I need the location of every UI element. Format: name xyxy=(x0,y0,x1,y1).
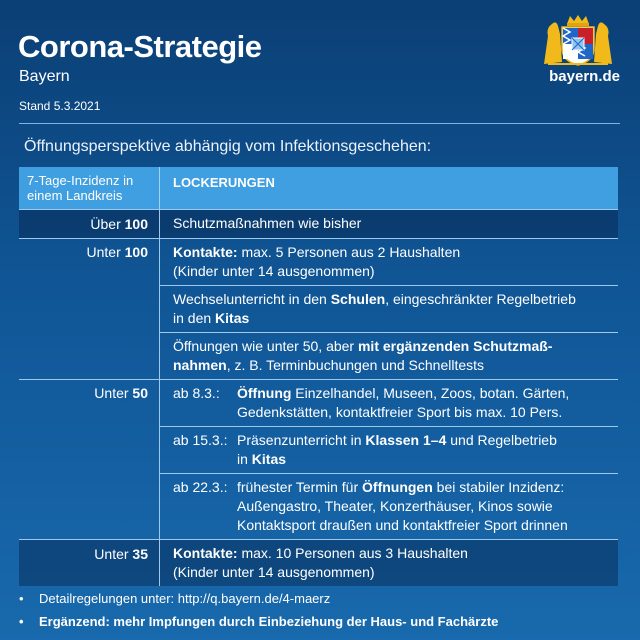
relaxation-cell-openings xyxy=(160,332,618,379)
label-value: 50 xyxy=(132,385,148,401)
relaxation-cell-22-3 xyxy=(160,473,618,539)
label-prefix: Über xyxy=(90,216,121,232)
relaxation-cell-contacts xyxy=(160,239,618,285)
text: (Kinder unter 14 ausgenommen) xyxy=(173,263,375,279)
relaxation-cell-8-3 xyxy=(160,380,618,426)
relaxation-cell-schools xyxy=(160,285,618,332)
text: Kontaktsport draußen und kontaktfreier Sport drinnen xyxy=(237,517,568,533)
text: Außengastro, Theater, Konzerthäuser, Kinos sowie xyxy=(237,498,553,514)
relaxation-cell-group xyxy=(159,540,618,586)
text: Präsenzunterricht in xyxy=(237,432,366,448)
label-prefix: Unter xyxy=(94,385,129,401)
text: Öffnungen wie unter 50, aber xyxy=(173,338,358,354)
text-bold: nahmen xyxy=(173,357,227,373)
text-bold: Öffnung xyxy=(237,385,292,401)
relaxation-cell-15-3 xyxy=(160,426,618,473)
date-text xyxy=(237,478,605,535)
relaxation-cell-group xyxy=(159,380,618,539)
label-value: 35 xyxy=(132,546,148,562)
bullet: • xyxy=(19,591,24,606)
text: Wechselunterricht in den xyxy=(173,291,331,307)
relaxation-cell: Schutzmaßnahmen wie bisher xyxy=(173,215,362,231)
table-header xyxy=(19,167,618,209)
date-label: ab 8.3.: xyxy=(173,385,220,401)
date-text xyxy=(237,384,605,422)
text: in xyxy=(237,451,252,467)
table-row-unter-100 xyxy=(19,238,618,379)
table-row-unter-50 xyxy=(19,379,618,539)
table-row-ueber-100 xyxy=(19,209,618,238)
date-text xyxy=(237,431,605,469)
text: frühester Termin für xyxy=(237,479,363,495)
date-label: ab 15.3.: xyxy=(173,432,228,448)
text-bold: mit ergänzenden Schutzmaß- xyxy=(357,338,553,354)
details-link[interactable]: Detailregelungen unter: http://q.bayern.de/4-maerz xyxy=(39,591,331,606)
col-relaxations-header: LOCKERUNGEN xyxy=(159,167,618,209)
text-bold: Kontakte: xyxy=(173,545,238,561)
intro-text: Öffnungsperspektive abhängig vom Infektionsgeschehen: xyxy=(24,138,432,155)
text: max. 5 Personen aus 2 Haushalten xyxy=(237,244,461,260)
incidence-label xyxy=(19,540,159,586)
relaxation-cell-contacts xyxy=(160,540,618,586)
text: Einzelhandel, Museen, Zoos, botan. Gärten, xyxy=(291,385,570,401)
bavarian-coat-of-arms-icon xyxy=(540,14,616,66)
footer-bullet-vaccination xyxy=(19,614,498,630)
text: Gedenkstätten, kontaktfreier Sport bis max. 10 Pers. xyxy=(237,404,563,420)
label-prefix: Unter xyxy=(86,244,121,260)
label-value: 100 xyxy=(124,216,148,232)
text: bei stabiler Inzidenz: xyxy=(432,479,565,495)
text-bold: Kitas xyxy=(215,310,250,326)
label-value: 100 xyxy=(124,244,148,260)
text: , eingeschränkter Regelbetrieb xyxy=(385,291,576,307)
text-bold: Öffnungen xyxy=(362,479,433,495)
footer-bullet-details xyxy=(19,591,330,607)
incidence-label xyxy=(19,380,159,539)
text-bold: Kitas xyxy=(251,451,287,467)
page-title: Corona-Strategie xyxy=(18,29,262,64)
relaxation-cell-group xyxy=(159,210,618,238)
text-bold: Klassen 1–4 xyxy=(365,432,447,448)
text: , z. B. Terminbuchungen und Schnelltests xyxy=(226,357,485,373)
strategy-table xyxy=(19,167,618,586)
text-bold: Schulen xyxy=(330,291,386,307)
incidence-label xyxy=(19,239,159,379)
incidence-label xyxy=(19,210,159,238)
brand-link[interactable]: bayern.de xyxy=(549,68,620,85)
relaxation-cell-group xyxy=(159,239,618,379)
text: in den xyxy=(173,310,216,326)
text-bold: Kontakte: xyxy=(173,244,238,260)
label-prefix: Unter xyxy=(94,546,129,562)
date-label: ab 22.3.: xyxy=(173,479,228,495)
stand-date: Stand 5.3.2021 xyxy=(19,99,101,113)
table-row-unter-35 xyxy=(19,539,618,586)
text: und Regelbetrieb xyxy=(446,432,557,448)
text: (Kinder unter 14 ausgenommen) xyxy=(173,564,375,580)
col-incidence-header: 7-Tage-Inzidenz in einem Landkreis xyxy=(27,173,134,203)
vaccination-note: Ergänzend: mehr Impfungen durch Einbeziehung der Haus- und Fachärzte xyxy=(39,614,499,629)
divider xyxy=(19,123,620,124)
text: max. 10 Personen aus 3 Haushalten xyxy=(237,545,468,561)
page-subtitle: Bayern xyxy=(19,68,70,85)
bullet: • xyxy=(19,614,24,629)
